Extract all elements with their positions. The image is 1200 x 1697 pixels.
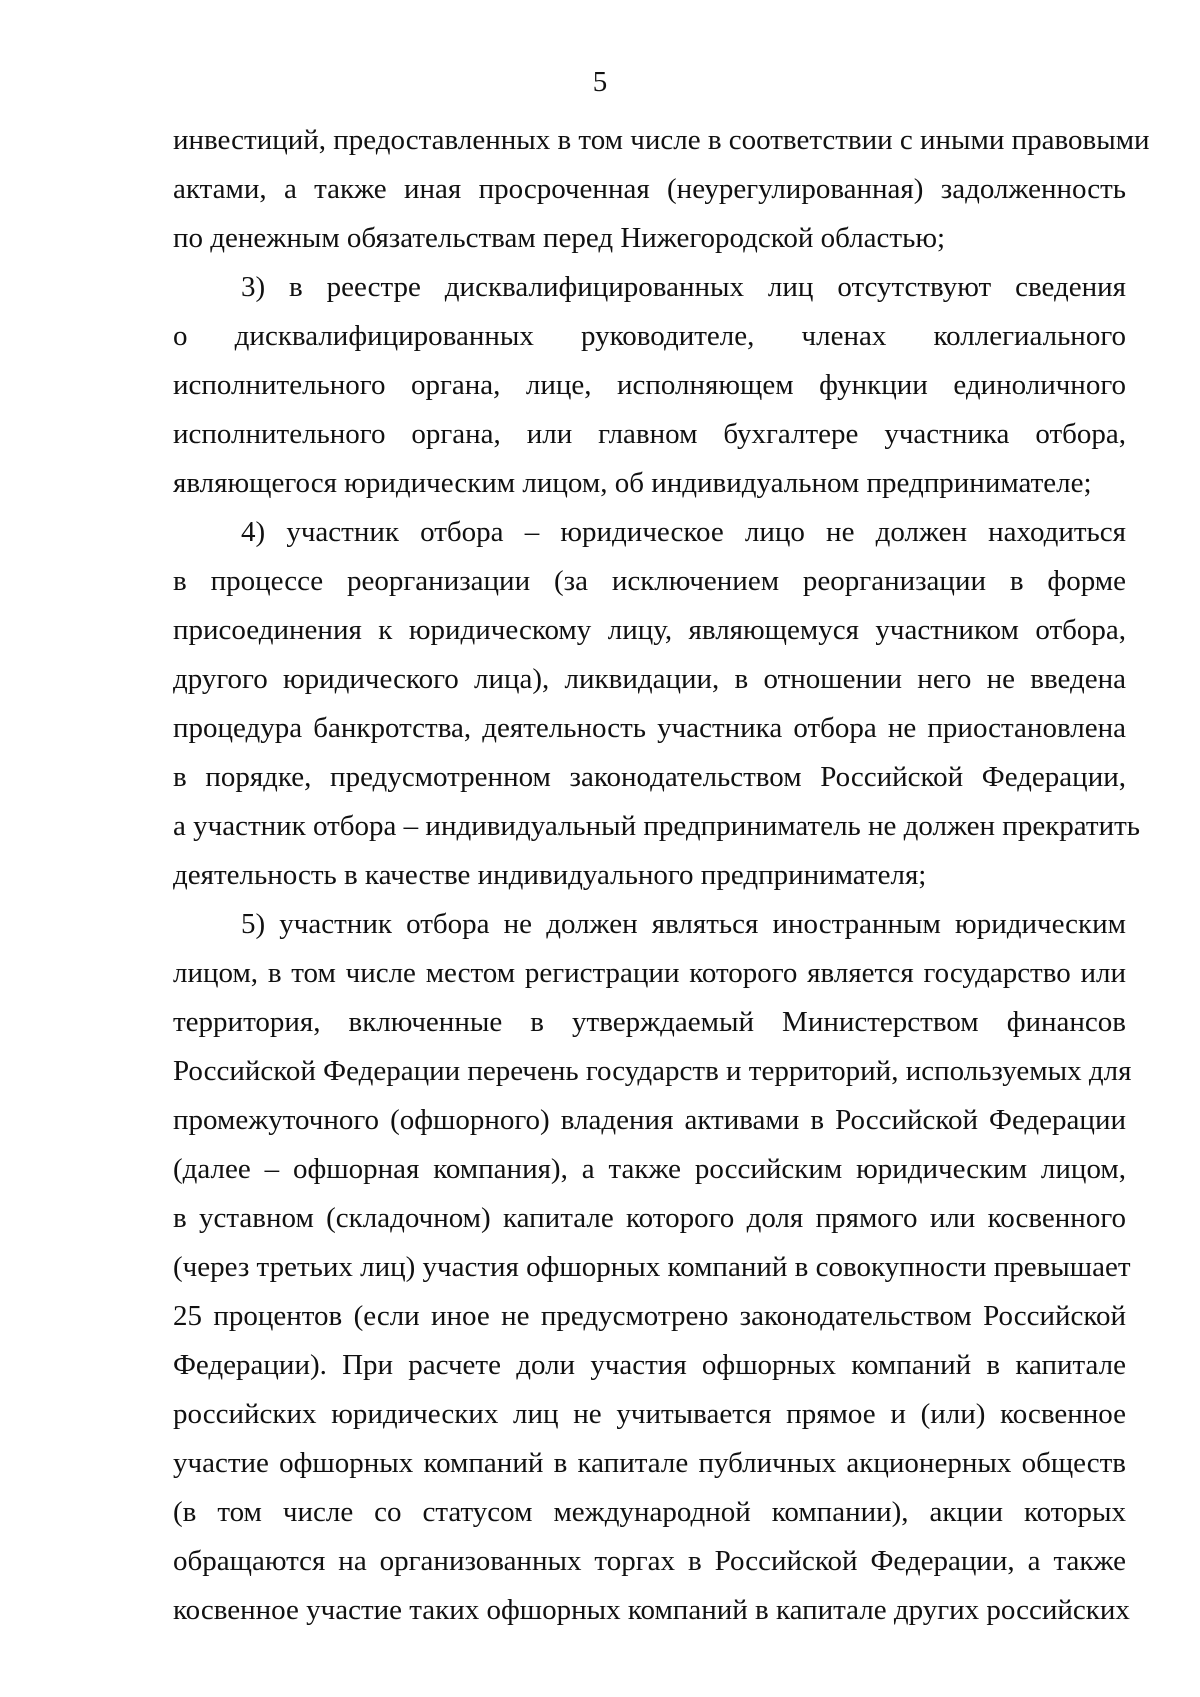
text-line: лицом, в том числе местом регистрации которого является государство или — [173, 957, 1126, 989]
text-line: другого юридического лица), ликвидации, в отношении него не введена — [173, 663, 1126, 695]
text-line: в уставном (складочном) капитале которого доля прямого или косвенного — [173, 1202, 1126, 1234]
text-line: процедура банкротства, деятельность участника отбора не приостановлена — [173, 712, 1126, 744]
text-line: исполнительного органа, или главном бухгалтере участника отбора, — [173, 418, 1126, 450]
text-line: деятельность в качестве индивидуального предпринимателя; — [173, 859, 927, 891]
text-line: обращаются на организованных торгах в Российской Федерации, а также — [173, 1545, 1126, 1577]
document-body — [173, 116, 1150, 1635]
text-line: промежуточного (офшорного) владения активами в Российской Федерации — [173, 1104, 1126, 1136]
text-line: участие офшорных компаний в капитале публичных акционерных обществ — [173, 1447, 1126, 1479]
text-line: Российской Федерации перечень государств и территорий, используемых для — [173, 1055, 1132, 1087]
text-line: 25 процентов (если иное не предусмотрено законодательством Российской — [173, 1300, 1126, 1332]
text-line: о дисквалифицированных руководителе, членах коллегиального — [173, 320, 1126, 352]
text-line: в порядке, предусмотренном законодательством Российской Федерации, — [173, 761, 1126, 793]
text-line: по денежным обязательствам перед Нижегородской областью; — [173, 222, 946, 254]
text-line: Федерации). При расчете доли участия офшорных компаний в капитале — [173, 1349, 1126, 1381]
text-line: косвенное участие таких офшорных компаний в капитале других российских — [173, 1594, 1130, 1626]
text-line: российских юридических лиц не учитывается прямое и (или) косвенное — [173, 1398, 1126, 1430]
paragraph — [173, 116, 1150, 263]
text-line: 5) участник отбора не должен являться иностранным юридическим — [241, 908, 1126, 940]
text-line: (через третьих лиц) участия офшорных компаний в совокупности превышает — [173, 1251, 1131, 1283]
text-line: являющегося юридическим лицом, об индивидуальном предпринимателе; — [173, 467, 1092, 499]
text-line: территория, включенные в утверждаемый Министерством финансов — [173, 1006, 1126, 1038]
text-line: (далее – офшорная компания), а также российским юридическим лицом, — [173, 1153, 1126, 1185]
text-line: инвестиций, предоставленных в том числе в соответствии с иными правовыми — [173, 124, 1150, 156]
page-number: 5 — [592, 66, 608, 98]
text-line: 3) в реестре дисквалифицированных лиц отсутствуют сведения — [241, 271, 1126, 303]
paragraph — [173, 508, 1140, 900]
text-line: актами, а также иная просроченная (неурегулированная) задолженность — [173, 173, 1126, 205]
text-line: присоединения к юридическому лицу, являющемуся участником отбора, — [173, 614, 1126, 646]
text-line: исполнительного органа, лице, исполняющем функции единоличного — [173, 369, 1126, 401]
text-line: 4) участник отбора – юридическое лицо не должен находиться — [241, 516, 1126, 548]
text-line: в процессе реорганизации (за исключением реорганизации в форме — [173, 565, 1126, 597]
paragraph — [173, 900, 1132, 1635]
paragraph — [173, 263, 1126, 508]
text-line: (в том числе со статусом международной компании), акции которых — [173, 1496, 1126, 1528]
text-line: а участник отбора – индивидуальный предприниматель не должен прекратить — [173, 810, 1140, 842]
